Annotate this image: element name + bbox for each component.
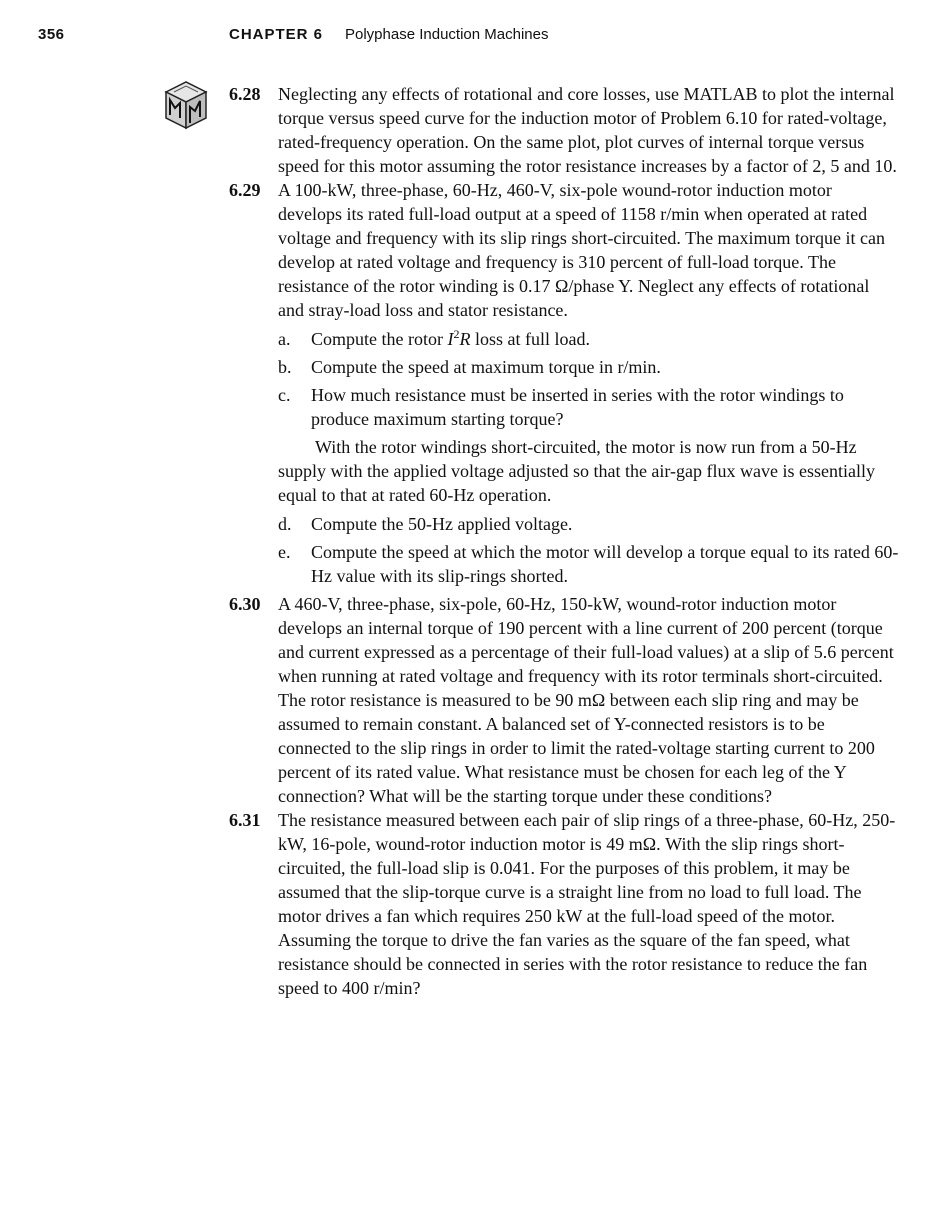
sub-question-text: Compute the 50-Hz applied voltage. <box>311 514 573 534</box>
problem-text: A 100-kW, three-phase, 60-Hz, 460-V, six-pole wound-rotor induction motor develops its rated full-load output at a speed of 1158 r/min when operated at rated voltage and frequency with its slip rings short-circuited. The maximum torque it can develop at rated voltage and frequency is 310 percent of full-load torque. The resistance of the rotor winding is 0.17 Ω/phase Y. Neglect any effects of rotational and stray-load loss and stator resistance. <box>278 180 886 320</box>
problem-6-30 <box>229 592 899 808</box>
sub-question-a <box>278 327 899 351</box>
sub-question-list <box>278 327 899 431</box>
sub-question-letter: e. <box>278 542 291 562</box>
problem-text: A 460-V, three-phase, six-pole, 60-Hz, 150-kW, wound-rotor induction motor develops an internal torque of 190 percent with a line current of 200 percent (torque and current expressed as a percentage of their full-load values) at a slip of 5.6 percent when running at rated voltage and frequency with its rotor terminals short-circuited. The rotor resistance is measured to be 90 mΩ between each slip ring and may be assumed to remain constant. A balanced set of Y-connected resistors is to be connected to the slip rings in order to limit the rated-voltage starting current to 200 percent of its rated value. What resistance must be chosen for each leg of the Y connection? What will be the starting torque under these conditions? <box>278 594 894 806</box>
chapter-label: CHAPTER 6 <box>229 26 324 43</box>
problem-6-29 <box>229 178 899 588</box>
sub-question-letter: b. <box>278 357 292 377</box>
sub-question-c <box>278 383 899 431</box>
sub-question-letter: a. <box>278 329 291 349</box>
problem-number: 6.30 <box>229 594 261 614</box>
sub-question-text: Compute the speed at which the motor will develop a torque equal to its rated 60-Hz value with its slip-rings shorted. <box>311 542 899 586</box>
continuation-paragraph: With the rotor windings short-circuited, the motor is now run from a 50-Hz supply with the applied voltage adjusted so that the air-gap flux wave is essentially equal to that at rated 60-Hz operation. <box>278 437 875 505</box>
sub-question-text: Compute the rotor $I^2R$ loss at full load. <box>311 327 590 349</box>
sub-question-letter: d. <box>278 514 292 534</box>
sub-question-text: Compute the speed at maximum torque in r/min. <box>311 357 661 377</box>
sub-question-e <box>278 540 899 588</box>
problem-number: 6.28 <box>229 84 261 104</box>
page-header <box>0 26 936 50</box>
problem-number: 6.31 <box>229 810 261 830</box>
page-number: 356 <box>38 26 65 43</box>
sub-question-d <box>278 512 899 536</box>
sub-question-b <box>278 355 899 379</box>
problem-6-28 <box>229 82 899 178</box>
problem-text: The resistance measured between each pair of slip rings of a three-phase, 60-Hz, 250-kW, 16-pole, wound-rotor induction motor is 49 mΩ. With the slip rings short-circuited, the full-load slip is 0.041. For the purposes of this problem, it may be assumed that the slip-torque curve is a straight line from no load to full load. The motor drives a fan which requires 250 kW at the full-load speed of the motor. Assuming the torque to drive the fan varies as the square of the fan speed, what resistance should be connected in series with the rotor resistance to reduce the fan speed to 400 r/min? <box>278 810 896 998</box>
problem-number: 6.29 <box>229 180 261 200</box>
sub-question-text: How much resistance must be inserted in series with the rotor windings to produce maximum starting torque? <box>311 385 844 429</box>
chapter-title: Polyphase Induction Machines <box>345 26 549 43</box>
matlab-cube-icon <box>162 78 210 130</box>
sub-question-list <box>278 512 899 588</box>
problem-text: Neglecting any effects of rotational and core losses, use MATLAB to plot the internal torque versus speed curve for the induction motor of Problem 6.10 for rated-voltage, rated-frequency operation. On the same plot, plot curves of internal torque versus speed for this motor assuming the rotor resistance increases by a factor of 2, 5 and 10. <box>278 84 897 176</box>
problems-content <box>229 82 899 1000</box>
sub-question-letter: c. <box>278 385 291 405</box>
problem-6-31 <box>229 808 899 1000</box>
